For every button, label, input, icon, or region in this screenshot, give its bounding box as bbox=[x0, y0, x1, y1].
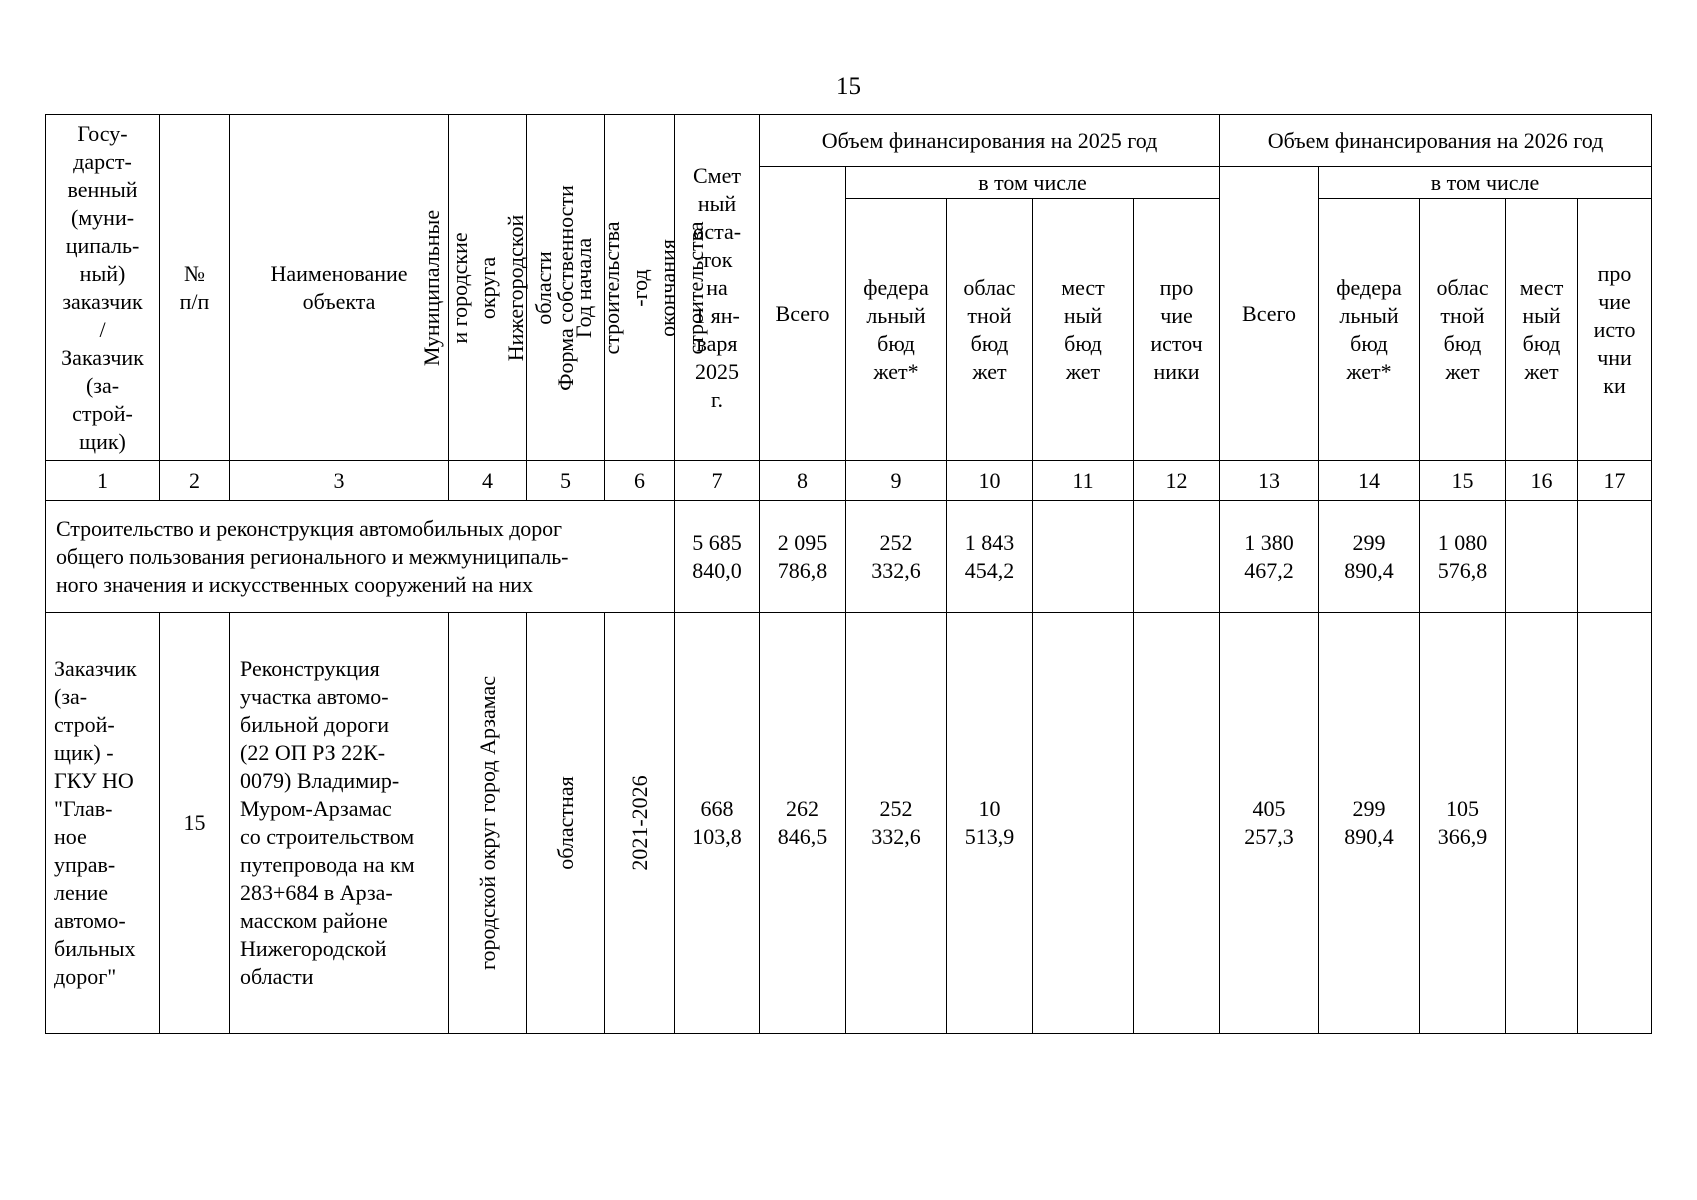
header-federal-2026: федера льный бюд жет* bbox=[1319, 199, 1420, 461]
row-ownership-text: областная bbox=[552, 776, 578, 870]
header-including-2026: в том числе bbox=[1319, 167, 1652, 199]
row-object-name: Реконструкция участка автомо- бильной дороги (22 ОП РЗ 22К- 0079) Владимир- Муром-Арзамас со строительством путепровода на км 283+684 в Арза- масском районе Нижегородской области bbox=[230, 613, 449, 1034]
column-number: 6 bbox=[605, 461, 675, 501]
header-regional-2026: облас тной бюд жет bbox=[1420, 199, 1506, 461]
section-total-2025: 2 095 786,8 bbox=[760, 501, 846, 613]
header-municipal bbox=[418, 115, 556, 461]
row-municipal-text: городской округ город Арзамас bbox=[474, 675, 500, 971]
column-number: 13 bbox=[1220, 461, 1319, 501]
section-regional-2026: 1 080 576,8 bbox=[1420, 501, 1506, 613]
header-fin-2025: Объем финансирования на 2025 год bbox=[760, 115, 1220, 167]
header-municipal-text: Муниципальные и городские округа Нижегородской области bbox=[418, 209, 556, 366]
header-fin-2026: Объем финансирования на 2026 год bbox=[1220, 115, 1652, 167]
column-number: 9 bbox=[846, 461, 947, 501]
section-other-2025 bbox=[1134, 501, 1220, 613]
column-number: 17 bbox=[1578, 461, 1652, 501]
row-local-2025 bbox=[1033, 613, 1134, 1034]
column-number: 12 bbox=[1134, 461, 1220, 501]
column-number-row bbox=[46, 461, 1652, 501]
header-total-2026: Всего bbox=[1220, 167, 1319, 461]
section-row bbox=[46, 501, 1652, 613]
row-regional-2026: 105 366,9 bbox=[1420, 613, 1506, 1034]
header-row-1 bbox=[46, 115, 1652, 167]
header-object-name: Наименование объекта bbox=[230, 115, 449, 461]
column-number: 1 bbox=[46, 461, 160, 501]
row-local-2026 bbox=[1506, 613, 1578, 1034]
section-local-2026 bbox=[1506, 501, 1578, 613]
data-row bbox=[46, 613, 1652, 1034]
row-years-text: 2021-2026 bbox=[626, 775, 652, 871]
section-other-2026 bbox=[1578, 501, 1652, 613]
header-ownership-text: Форма собственности bbox=[552, 184, 578, 391]
column-number: 15 bbox=[1420, 461, 1506, 501]
row-ownership bbox=[527, 613, 605, 1034]
column-number: 7 bbox=[675, 461, 760, 501]
header-years-text: Год начала строительства -год окончания строительства bbox=[570, 220, 708, 355]
section-local-2025 bbox=[1033, 501, 1134, 613]
header-local-2026: мест ный бюд жет bbox=[1506, 199, 1578, 461]
row-other-2025 bbox=[1134, 613, 1220, 1034]
section-title: Строительство и реконструкция автомобильных дорог общего пользования регионального и межмуниципаль- ного значения и искусственных сооружений на них bbox=[46, 501, 675, 613]
row-total-2025: 262 846,5 bbox=[760, 613, 846, 1034]
header-num: № п/п bbox=[160, 115, 230, 461]
column-number: 4 bbox=[449, 461, 527, 501]
row-customer: Заказчик (за- строй- щик) - ГКУ НО "Глав- ное управ- ление автомо- бильных дорог" bbox=[46, 613, 160, 1034]
header-federal-2025: федера льный бюд жет* bbox=[846, 199, 947, 461]
section-federal-2026: 299 890,4 bbox=[1319, 501, 1420, 613]
financing-table bbox=[45, 114, 1652, 1034]
column-number: 14 bbox=[1319, 461, 1420, 501]
header-remaining: Смет ный оста- ток на 1 ян- варя 2025 г. bbox=[675, 115, 760, 461]
section-remaining: 5 685 840,0 bbox=[675, 501, 760, 613]
row-total-2026: 405 257,3 bbox=[1220, 613, 1319, 1034]
column-number: 8 bbox=[760, 461, 846, 501]
header-regional-2025: облас тной бюд жет bbox=[947, 199, 1033, 461]
header-years bbox=[570, 115, 708, 461]
column-number: 11 bbox=[1033, 461, 1134, 501]
column-number: 2 bbox=[160, 461, 230, 501]
header-other-2026: про чие исто чни ки bbox=[1578, 199, 1652, 461]
section-regional-2025: 1 843 454,2 bbox=[947, 501, 1033, 613]
row-remaining: 668 103,8 bbox=[675, 613, 760, 1034]
header-other-2025: про чие источ ники bbox=[1134, 199, 1220, 461]
row-other-2026 bbox=[1578, 613, 1652, 1034]
row-municipal bbox=[449, 613, 527, 1034]
header-total-2025: Всего bbox=[760, 167, 846, 461]
section-federal-2025: 252 332,6 bbox=[846, 501, 947, 613]
header-customer: Госу- дарст- венный (муни- ципаль- ный) заказчик / Заказчик (за- строй- щик) bbox=[46, 115, 160, 461]
header-including-2025: в том числе bbox=[846, 167, 1220, 199]
row-years bbox=[605, 613, 675, 1034]
row-regional-2025: 10 513,9 bbox=[947, 613, 1033, 1034]
column-number: 16 bbox=[1506, 461, 1578, 501]
row-num: 15 bbox=[160, 613, 230, 1034]
row-federal-2026: 299 890,4 bbox=[1319, 613, 1420, 1034]
header-local-2025: мест ный бюд жет bbox=[1033, 199, 1134, 461]
column-number: 3 bbox=[230, 461, 449, 501]
column-number: 5 bbox=[527, 461, 605, 501]
section-total-2026: 1 380 467,2 bbox=[1220, 501, 1319, 613]
column-number: 10 bbox=[947, 461, 1033, 501]
page-number: 15 bbox=[836, 73, 861, 100]
row-federal-2025: 252 332,6 bbox=[846, 613, 947, 1034]
